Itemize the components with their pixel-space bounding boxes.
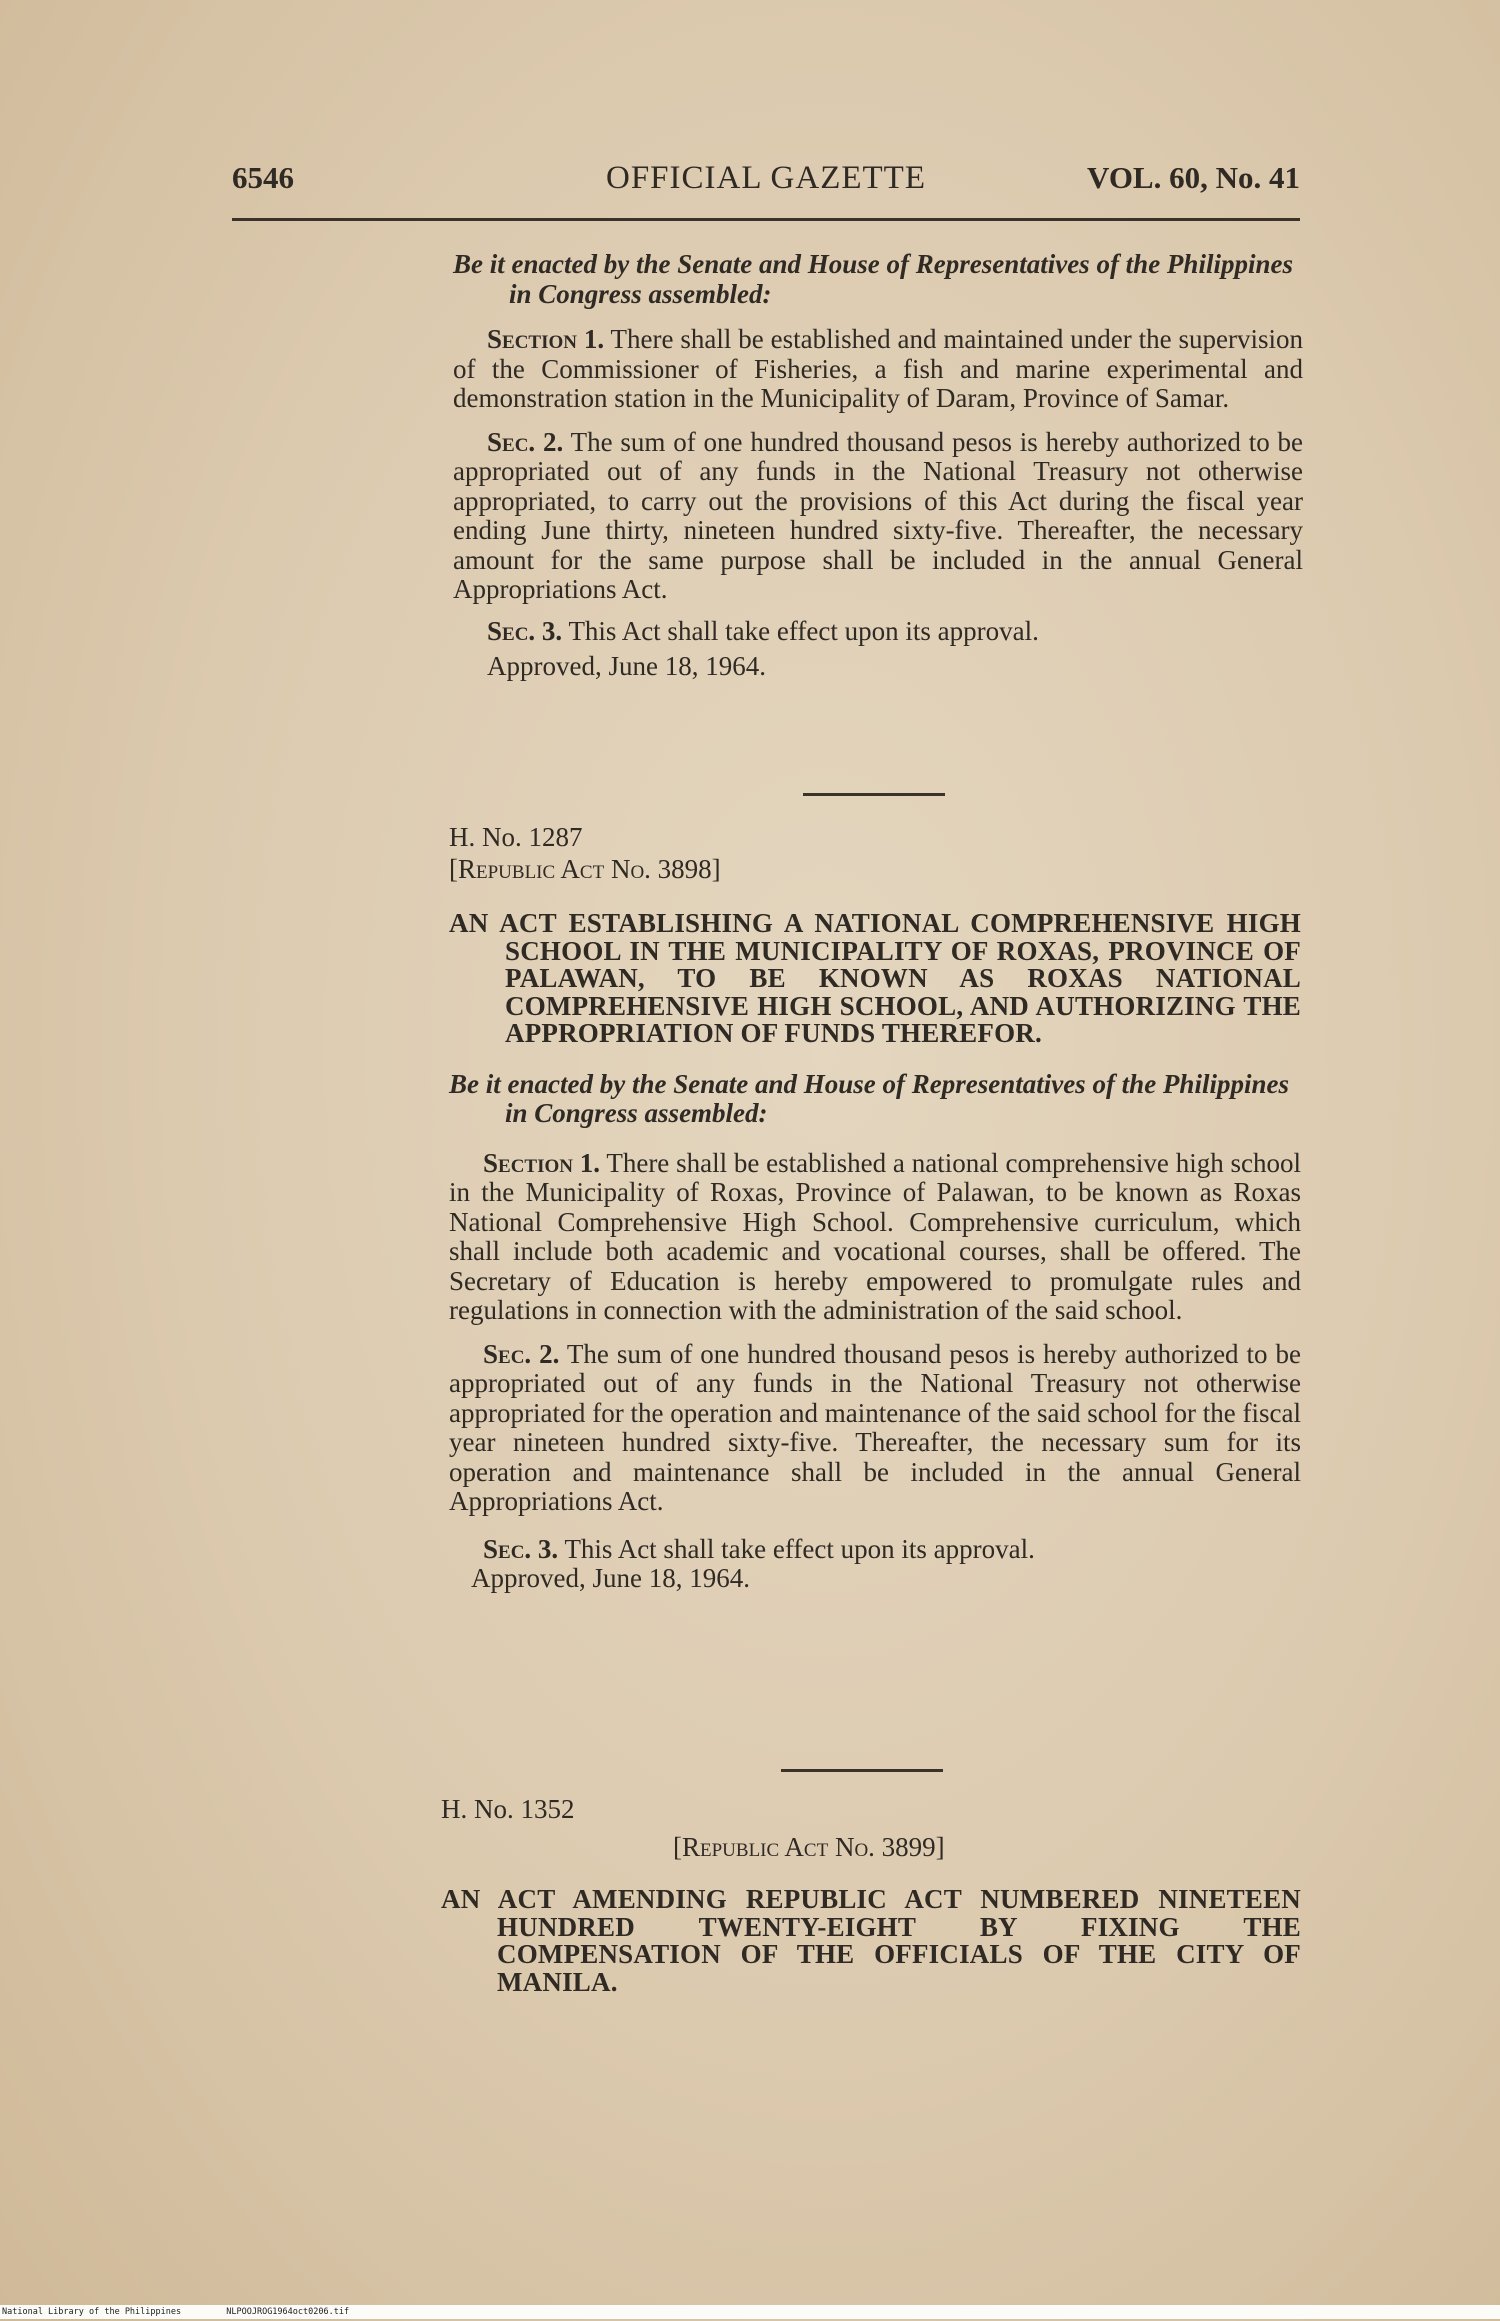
page-header: [232, 160, 1300, 204]
enacting-clause: Be it enacted by the Senate and House of Representatives of the Philippines in Congress assembled:: [453, 249, 1293, 309]
house-bill-number: H. No. 1287: [449, 822, 583, 852]
republic-act-3898: [449, 823, 1301, 1594]
approval-date: Approved, June 18, 1964.: [487, 651, 766, 681]
section-label: Section 1.: [487, 324, 605, 354]
section-text: This Act shall take effect upon its approval.: [564, 1533, 1035, 1564]
scan-filename: NLPOOJROG1964oct0206.tif: [226, 2307, 350, 2317]
section-text: This Act shall take effect upon its approval.: [568, 615, 1039, 646]
section-divider: [803, 793, 945, 796]
section-label: Sec. 3.: [483, 1533, 559, 1564]
page-number: 6546: [232, 160, 294, 195]
previous-act-body: [453, 250, 1303, 682]
header-rule: [232, 218, 1300, 221]
section-label: Section 1.: [483, 1147, 601, 1178]
section-text: The sum of one hundred thousand pesos is hereby authorized to be appropriated out of any funds in the National Treasury not otherwise appropriated, to carry out the provisions of this Act during the fiscal year ending June thirty, nineteen hundred sixty-five. Thereafter, the necessary amount for the same purpose shall be included in the annual General Appropriations Act.: [453, 426, 1304, 604]
section-text: The sum of one hundred thousand pesos is hereby authorized to be appropriated out of any funds in the National Treasury not otherwise appropriated for the operation and maintenance of the said school for the fiscal year nineteen hundred sixty-five. Thereafter, the necessary sum for its operation and maintenance shall be included in the annual General Appropriations Act.: [449, 1338, 1301, 1516]
section-1: [453, 325, 1303, 414]
approval-date: Approved, June 18, 1964.: [471, 1563, 750, 1593]
section-1: [449, 1149, 1301, 1326]
section-divider: [781, 1769, 943, 1772]
enacting-clause: Be it enacted by the Senate and House of Representatives of the Philippines in Congress assembled:: [449, 1068, 1289, 1128]
section-label: Sec. 3.: [487, 615, 563, 646]
section-label: Sec. 2.: [487, 426, 564, 457]
section-label: Sec. 2.: [483, 1338, 560, 1369]
section-3: [453, 617, 1303, 647]
section-3: [449, 1535, 1301, 1565]
scan-footer: [0, 2305, 1500, 2319]
act-title: AN ACT AMENDING REPUBLIC ACT NUMBERED NINETEEN HUNDRED TWENTY-EIGHT BY FIXING THE COMPENSATION OF THE OFFICIALS OF THE CITY OF MANILA.: [441, 1884, 1301, 1997]
publication-title: OFFICIAL GAZETTE: [606, 160, 926, 196]
section-text: There shall be established a national comprehensive high school in the Municipality of Roxas, Province of Palawan, to be known as Roxas National Comprehensive High School. Comprehensive curriculum, which shall include both academic and vocational courses, shall be offered. The Secretary of Education is hereby empowered to promulgate rules and regulations in connection with the administration of the said school.: [449, 1147, 1301, 1325]
republic-act-number: [Republic Act No. 3898]: [449, 853, 721, 884]
republic-act-number: [Republic Act No. 3899]: [673, 1831, 945, 1862]
house-bill-number: H. No. 1352: [441, 1794, 575, 1824]
section-2: [449, 1340, 1301, 1517]
volume-number: VOL. 60, No. 41: [1087, 160, 1300, 195]
act-title: AN ACT ESTABLISHING A NATIONAL COMPREHENSIVE HIGH SCHOOL IN THE MUNICIPALITY OF ROXAS, PROVINCE OF PALAWAN, TO BE KNOWN AS ROXAS NATIONAL COMPREHENSIVE HIGH SCHOOL, AND AUTHORIZING THE APPROPRIATION OF FUNDS THEREFOR.: [449, 908, 1301, 1048]
republic-act-3899: [441, 1795, 1301, 1996]
section-2: [453, 428, 1303, 605]
library-credit: National Library of the Philippines: [2, 2307, 182, 2317]
section-text: There shall be established and maintained under the supervision of the Commissioner of Fisheries, a fish and marine experimental and demonstration station in the Municipality of Daram, Province of Samar.: [453, 324, 1304, 413]
